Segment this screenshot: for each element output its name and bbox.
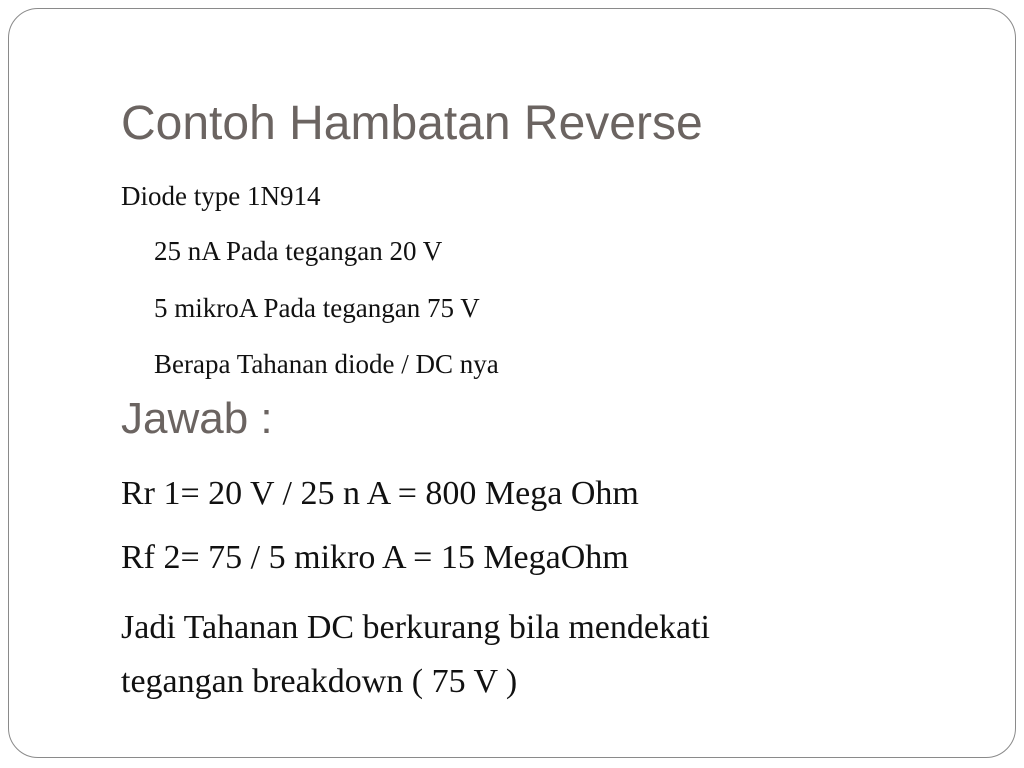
conclusion-line-1: Jadi Tahanan DC berkurang bila mendekati <box>121 609 710 646</box>
answer-line-rf2: Rf 2= 75 / 5 mikro A = 15 MegaOhm <box>121 539 629 576</box>
sub-item-question: Berapa Tahanan diode / DC nya <box>154 349 499 379</box>
slide-frame <box>8 8 1016 758</box>
sub-item-current-75v: 5 mikroA Pada tegangan 75 V <box>154 293 480 323</box>
slide-title: Contoh Hambatan Reverse <box>121 97 703 150</box>
conclusion-line-2: tegangan breakdown ( 75 V ) <box>121 663 518 700</box>
sub-item-current-20v: 25 nA Pada tegangan 20 V <box>154 236 443 266</box>
answer-heading: Jawab : <box>121 394 273 443</box>
answer-line-rr1: Rr 1= 20 V / 25 n A = 800 Mega Ohm <box>121 475 639 512</box>
intro-text: Diode type 1N914 <box>121 181 321 211</box>
